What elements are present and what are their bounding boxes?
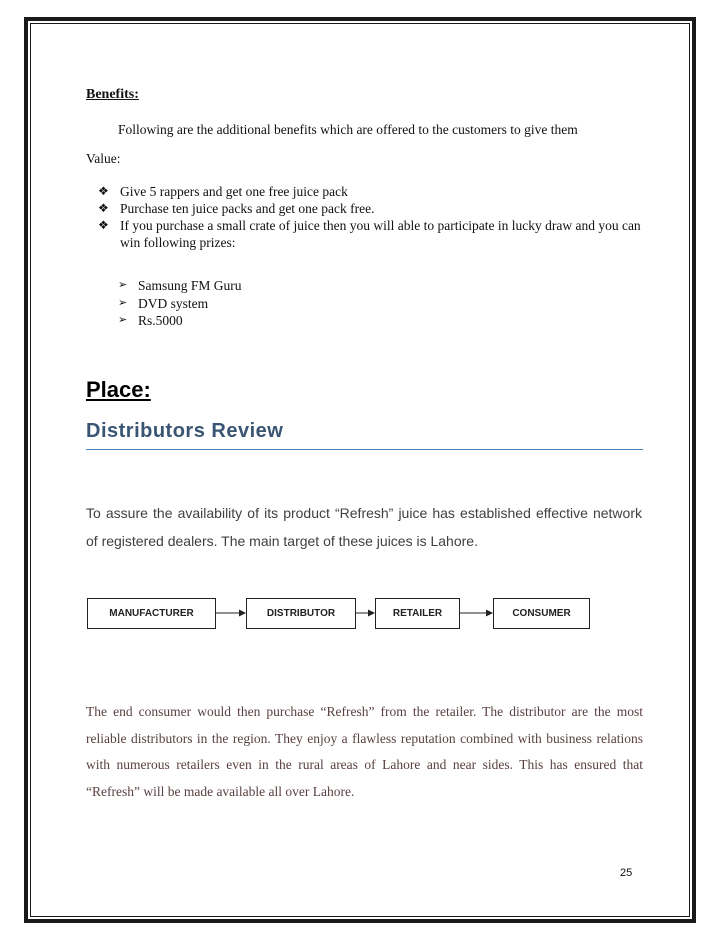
- prize-text: Samsung FM Guru: [138, 278, 242, 293]
- benefits-intro: Following are the additional benefits which are offered to the customers to give them: [118, 122, 578, 137]
- prize-list: [118, 277, 242, 330]
- flow-box-consumer: CONSUMER: [493, 598, 590, 629]
- prize-text: Rs.5000: [138, 313, 183, 328]
- offer-list: [98, 183, 658, 251]
- distribution-intro-paragraph: To assure the availability of its product “Refresh” juice has established effective network of registered dealers. The main target of these juices is Lahore.: [86, 505, 642, 549]
- diamond-bullet-icon: ❖: [98, 184, 109, 198]
- place-heading: Place:: [86, 377, 151, 402]
- arrow-bullet-icon: ➢: [118, 279, 128, 291]
- offer-item: [98, 200, 658, 217]
- prize-text: DVD system: [138, 295, 209, 311]
- distribution-closing-paragraph: The end consumer would then purchase “Refresh” from the retailer. The distributor are the most reliable distributors in the region. They enjoy a flawless reputation combined with business relations with numerous retailers even in the rural areas of Lahore and near sides. This has ensured that “Refresh” will be made available all over Lahore.: [86, 704, 643, 800]
- flow-box-distributor: DISTRIBUTOR: [246, 598, 356, 629]
- distributors-review-heading: Distributors Review: [86, 420, 284, 442]
- flow-box-manufacturer: MANUFACTURER: [87, 598, 216, 629]
- arrow-bullet-icon: ➢: [118, 296, 128, 309]
- offer-item: [98, 183, 658, 200]
- prize-item: [118, 277, 242, 295]
- heading-divider: [86, 449, 643, 450]
- page-number: 25: [620, 867, 633, 879]
- value-label: Value:: [86, 151, 121, 166]
- offer-text: Give 5 rappers and get one free juice pack: [120, 184, 348, 199]
- offer-text: If you purchase a small crate of juice then you will able to participate in lucky draw and you can win following prizes:: [120, 218, 641, 250]
- arrow-bullet-icon: ➢: [118, 314, 128, 326]
- benefits-heading: Benefits:: [86, 87, 139, 102]
- prize-item: [118, 295, 242, 313]
- offer-item: [98, 217, 658, 251]
- prize-item: [118, 312, 242, 330]
- offer-text: Purchase ten juice packs and get one pack free.: [120, 201, 375, 216]
- diamond-bullet-icon: ❖: [98, 201, 109, 215]
- diamond-bullet-icon: ❖: [98, 218, 109, 232]
- flow-box-retailer: RETAILER: [375, 598, 460, 629]
